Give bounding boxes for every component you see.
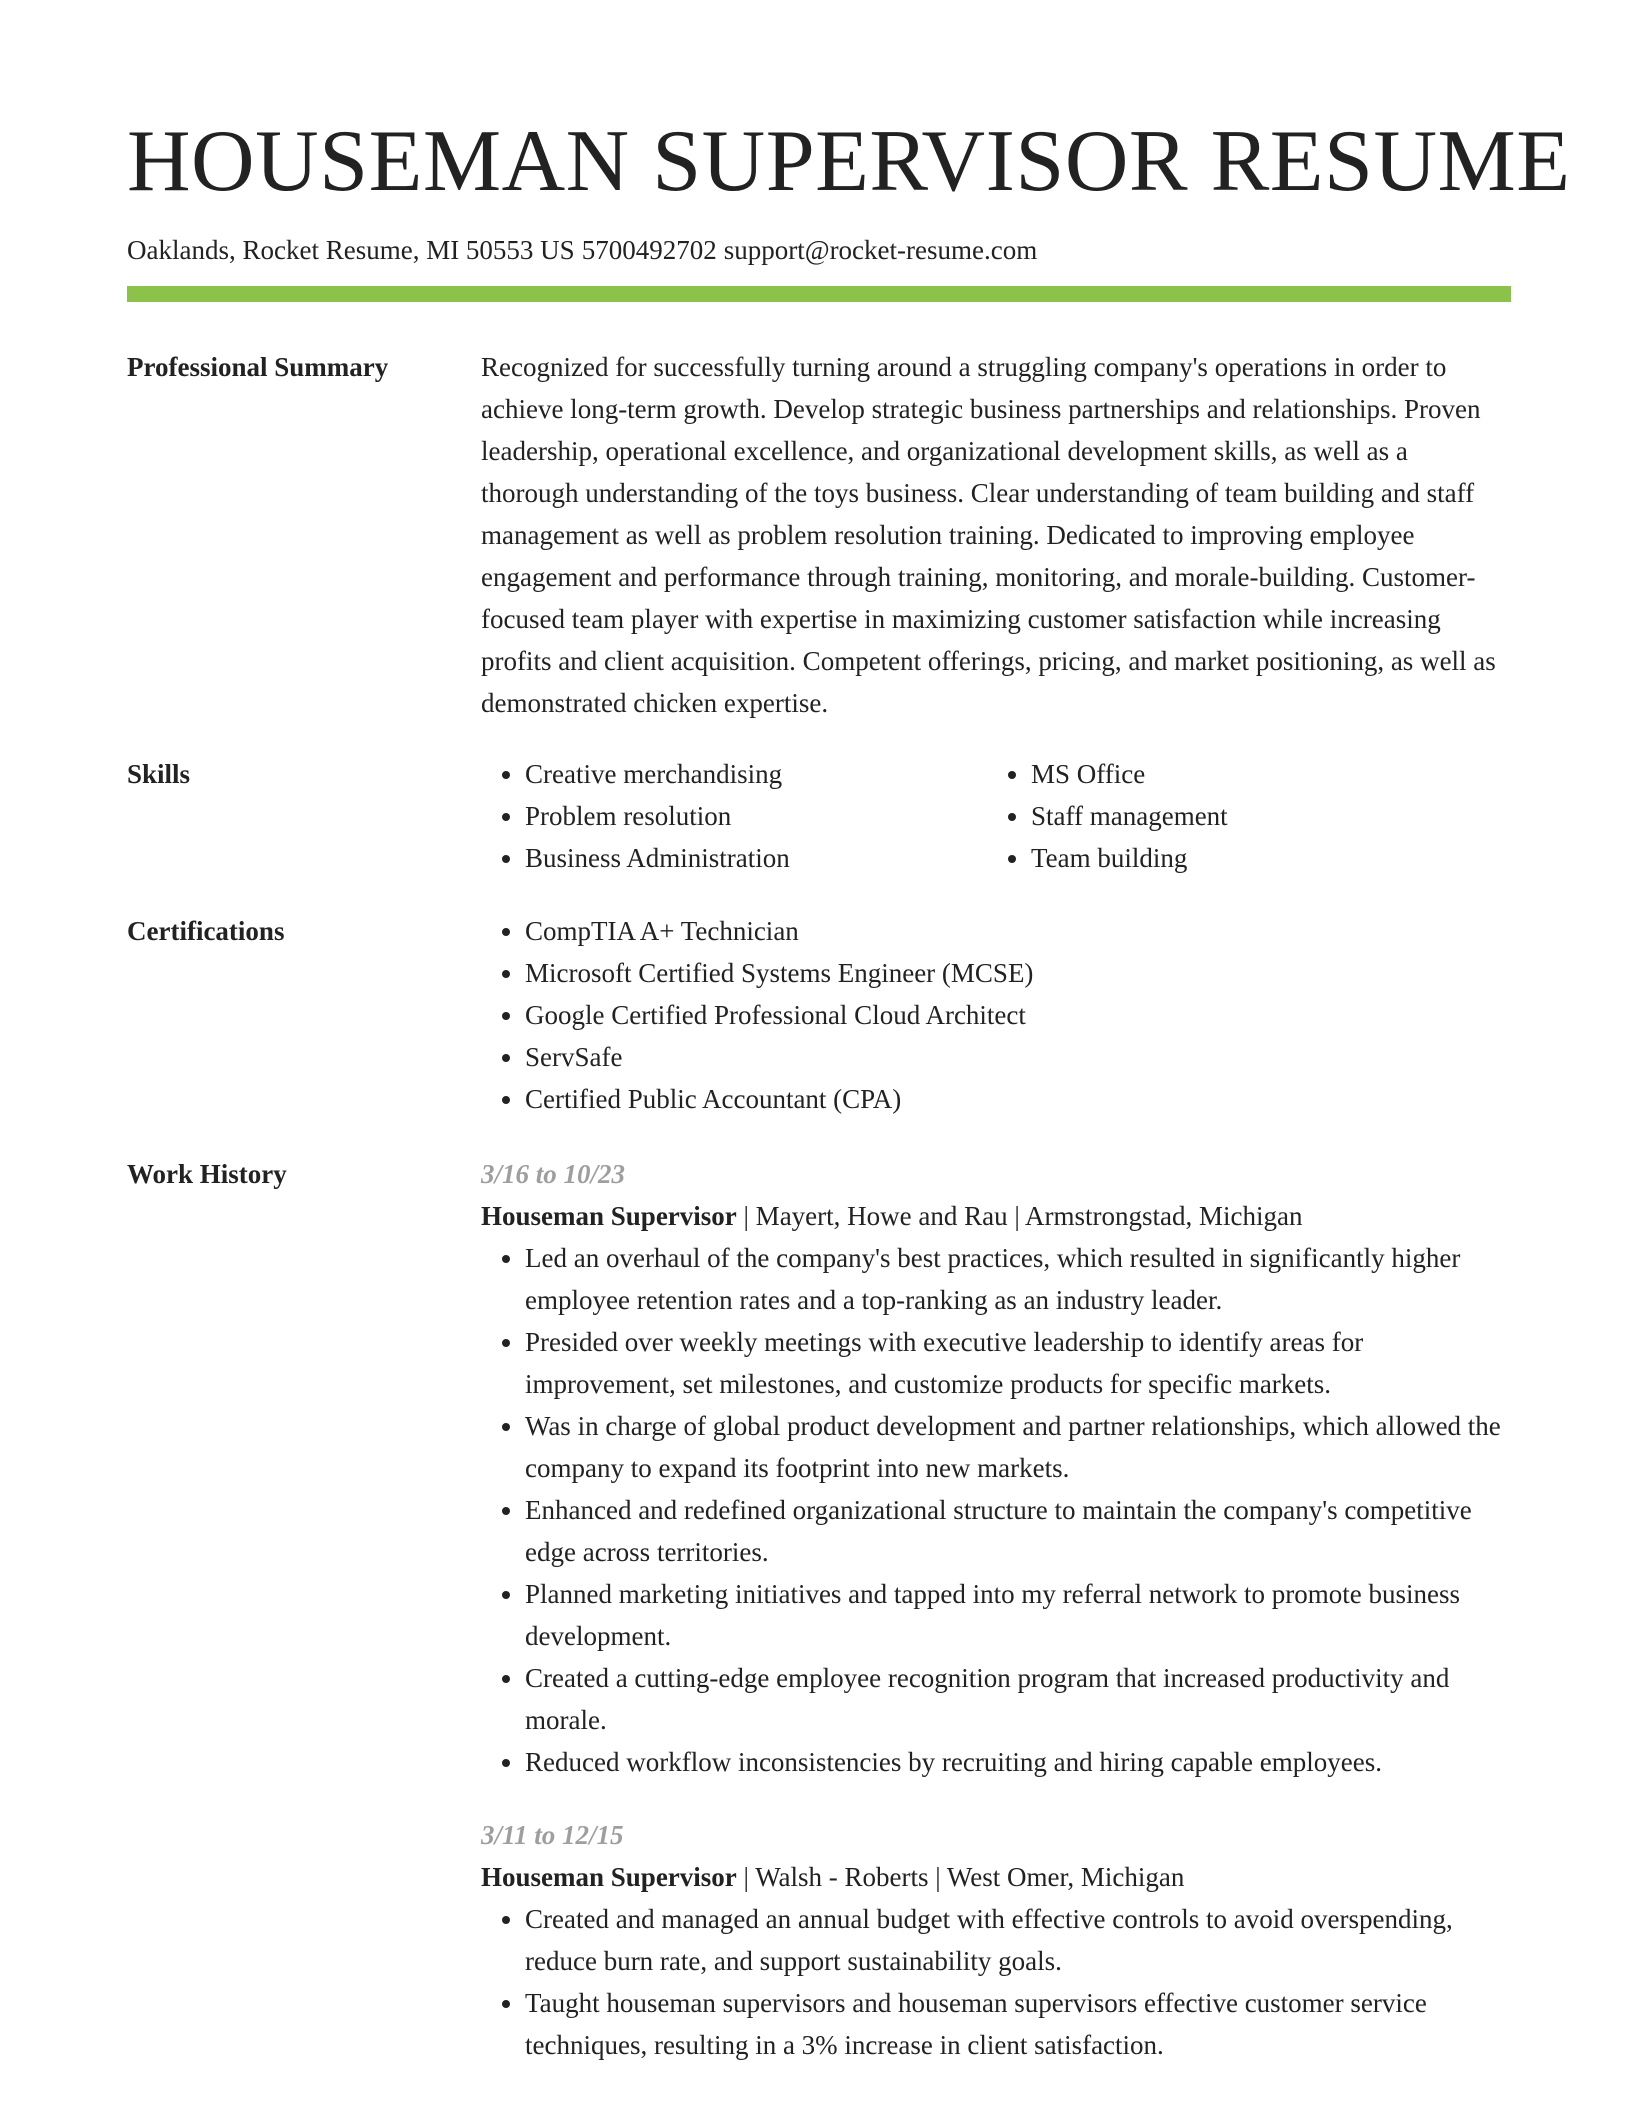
job-bullet: • Led an overhaul of the company's best practices, which resulted in significantly higher employee retention rates and a top-ranking as an industry leader.	[525, 1237, 1511, 1321]
summary-body	[481, 346, 1511, 724]
skill-item: • Business Administration	[525, 837, 987, 879]
job-title: Houseman Supervisor	[481, 1201, 737, 1231]
resume-title: HOUSEMAN SUPERVISOR RESUME	[127, 113, 1571, 210]
certifications-heading: Certifications	[127, 916, 285, 946]
skills-grid	[481, 753, 1511, 879]
contact-email: support@rocket-resume.com	[723, 235, 1038, 265]
job-details: | Mayert, Howe and Rau | Armstrongstad, Michigan	[736, 1201, 1303, 1231]
certification-item: • CompTIA A+ Technician	[525, 910, 1511, 952]
certifications-body	[481, 910, 1511, 1120]
skill-item: • MS Office	[1031, 753, 1493, 795]
contact-address: Oaklands, Rocket Resume, MI 50553 US	[127, 235, 575, 265]
skill-item: • Problem resolution	[525, 795, 987, 837]
header-divider	[127, 286, 1511, 302]
work-history-heading: Work History	[127, 1159, 287, 1189]
job-bullet: • Was in charge of global product development and partner relationships, which allowed the company to expand its footprint into new markets.	[525, 1405, 1511, 1489]
summary-text: Recognized for successfully turning around a struggling company's operations in order to achieve long-term growth. Develop strategic business partnerships and relationships. Proven leadership, operational excellence, and organizational development skills, as well as a thorough understanding of the toys business. Clear understanding of team building and staff management as well as problem resolution training. Dedicated to improving employee engagement and performance through training, monitoring, and morale-building. Customer-focused team player with expertise in maximizing customer satisfaction while increasing profits and client acquisition. Competent offerings, pricing, and market positioning, as well as demonstrated chicken expertise.	[481, 352, 1496, 718]
skills-body	[481, 753, 1511, 879]
certification-item: • Microsoft Certified Systems Engineer (MCSE)	[525, 952, 1511, 994]
job-details: | Walsh - Roberts | West Omer, Michigan	[736, 1862, 1185, 1892]
contact-phone: 5700492702	[581, 235, 717, 265]
job-bullet: • Reduced workflow inconsistencies by recruiting and hiring capable employees.	[525, 1741, 1511, 1783]
summary-heading: Professional Summary	[127, 352, 389, 382]
contact-line	[127, 234, 1044, 266]
job-dates: 3/16 to 10/23	[481, 1159, 626, 1189]
job-bullet: • Planned marketing initiatives and tapped into my referral network to promote business development.	[525, 1573, 1511, 1657]
job-dates: 3/11 to 12/15	[481, 1820, 624, 1850]
job-bullet: • Created and managed an annual budget with effective controls to avoid overspending, reduce burn rate, and support sustainability goals.	[525, 1898, 1511, 1982]
skill-item: • Staff management	[1031, 795, 1493, 837]
skills-column-left	[481, 753, 987, 879]
job-entry	[481, 1814, 1511, 2066]
certification-item: • ServSafe	[525, 1036, 1511, 1078]
job-bullet: • Taught houseman supervisors and houseman supervisors effective customer service techniques, resulting in a 3% increase in client satisfaction.	[525, 1982, 1511, 2066]
skill-item: • Creative merchandising	[525, 753, 987, 795]
certification-item: • Google Certified Professional Cloud Architect	[525, 994, 1511, 1036]
work-history-body	[481, 1153, 1511, 2066]
job-bullet: • Presided over weekly meetings with executive leadership to identify areas for improvement, set milestones, and customize products for specific markets.	[525, 1321, 1511, 1405]
skill-item: • Team building	[1031, 837, 1493, 879]
job-heading	[481, 1856, 1511, 1898]
job-entry	[481, 1153, 1511, 1783]
job-bullet: • Created a cutting-edge employee recognition program that increased productivity and morale.	[525, 1657, 1511, 1741]
job-heading	[481, 1195, 1511, 1237]
skills-heading: Skills	[127, 759, 191, 789]
job-bullets	[481, 1898, 1511, 2066]
job-bullets	[481, 1237, 1511, 1783]
job-bullet: • Enhanced and redefined organizational structure to maintain the company's competitive edge across territories.	[525, 1489, 1511, 1573]
certification-item: • Certified Public Accountant (CPA)	[525, 1078, 1511, 1120]
skills-column-right	[987, 753, 1493, 879]
job-title: Houseman Supervisor	[481, 1862, 737, 1892]
